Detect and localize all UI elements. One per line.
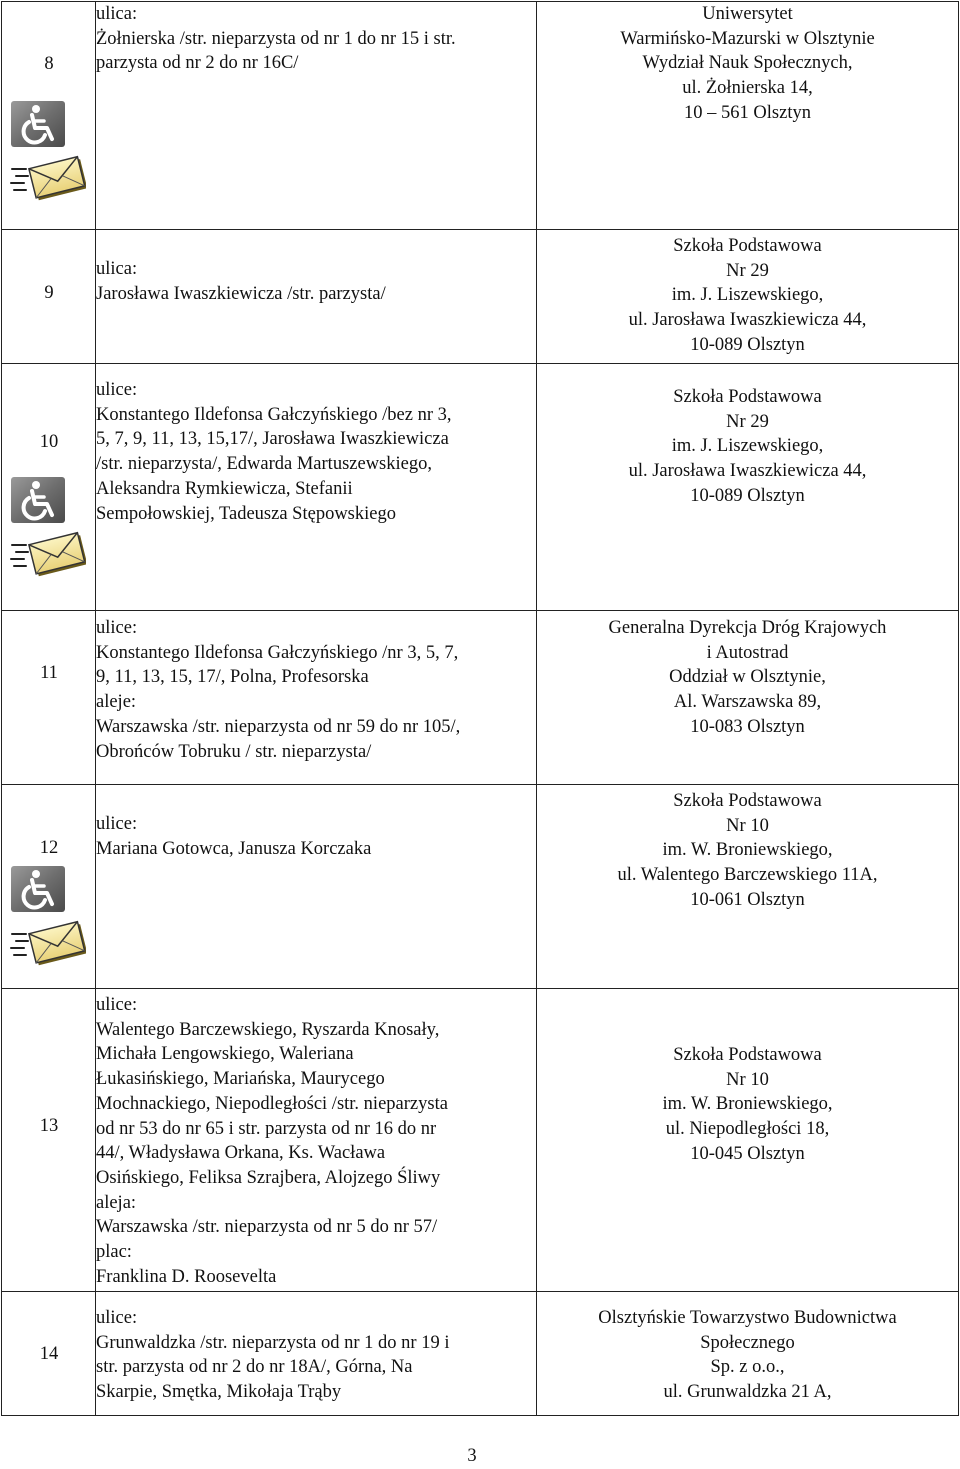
street-line: str. parzysta od nr 2 do nr 18A/, Górna, Na — [96, 1357, 413, 1378]
mail-envelope-icon — [10, 152, 86, 202]
station-line: 10-045 Olsztyn — [690, 1143, 805, 1164]
street-line: plac: — [96, 1242, 132, 1263]
table-row — [2, 989, 959, 1292]
mail-envelope-icon — [10, 528, 86, 578]
station-line: Szkoła Podstawowa — [673, 1045, 822, 1065]
table-row — [2, 364, 959, 611]
street-line: Żołnierska /str. nieparzysta od nr 1 do nr 15 i str. — [96, 28, 456, 49]
district-number-cell — [2, 1292, 96, 1416]
station-line: im. W. Broniewskiego, — [662, 1094, 833, 1115]
district-number-cell — [2, 364, 96, 611]
street-line: Osińskiego, Feliksa Szrajbera, Alojzego Śliwy — [96, 1167, 441, 1188]
streets-cell — [96, 611, 537, 785]
district-number: 9 — [44, 283, 54, 303]
station-line: Generalna Dyrekcja Dróg Krajowych — [608, 618, 887, 638]
street-line: ulice: — [96, 1308, 138, 1328]
districts-table — [1, 1, 959, 1416]
polling-station-cell — [537, 364, 959, 611]
district-number: 13 — [39, 1116, 59, 1136]
street-line: ulice: — [96, 814, 138, 834]
station-line: ul. Walentego Barczewskiego 11A, — [617, 865, 878, 886]
station-line: 10-089 Olsztyn — [690, 334, 805, 355]
street-line: Aleksandra Rymkiewicza, Stefanii — [96, 478, 353, 499]
table-row — [2, 2, 959, 230]
station-line: Szkoła Podstawowa — [673, 236, 822, 256]
street-line: Konstantego Ildefonsa Gałczyńskiego /nr 3, 5, 7, — [96, 642, 459, 663]
polling-station-cell — [537, 989, 959, 1292]
district-number-cell — [2, 2, 96, 230]
station-line: ul. Grunwaldzka 21 A, — [663, 1382, 832, 1403]
street-line: Warszawska /str. nieparzysta od nr 5 do nr 57/ — [96, 1217, 438, 1238]
street-line: Michała Lengowskiego, Waleriana — [96, 1044, 354, 1065]
street-line: Franklina D. Roosevelta — [96, 1266, 277, 1287]
station-line: Nr 29 — [726, 260, 769, 281]
street-line: 9, 11, 13, 15, 17/, Polna, Profesorska — [96, 667, 369, 688]
table-row — [2, 230, 959, 364]
station-line: Olsztyńskie Towarzystwo Budownictwa — [598, 1308, 897, 1328]
station-line: im. J. Liszewskiego, — [671, 285, 824, 306]
district-number: 8 — [44, 54, 54, 74]
district-number: 14 — [39, 1344, 59, 1364]
station-line: Szkoła Podstawowa — [673, 791, 822, 811]
street-line: Mochnackiego, Niepodległości /str. nieparzysta — [96, 1093, 448, 1114]
street-line: Mariana Gotowca, Janusza Korczaka — [96, 838, 372, 859]
station-line: Sp. z o.o., — [710, 1357, 785, 1378]
page-number: 3 — [467, 1446, 477, 1466]
polling-station-cell — [537, 230, 959, 364]
street-line: ulice: — [96, 618, 138, 638]
district-number: 12 — [39, 838, 59, 858]
station-line: im. W. Broniewskiego, — [662, 840, 833, 861]
station-line: ul. Jarosława Iwaszkiewicza 44, — [628, 310, 867, 331]
station-line: Nr 29 — [726, 411, 769, 432]
street-line: Warszawska /str. nieparzysta od nr 59 do nr 105/, — [96, 716, 461, 737]
district-number-cell — [2, 989, 96, 1292]
station-line: Warmińsko-Mazurski w Olsztynie — [620, 28, 875, 49]
mail-envelope-icon — [10, 917, 86, 967]
station-line: 10-083 Olsztyn — [690, 716, 805, 737]
polling-station-cell — [537, 611, 959, 785]
wheelchair-accessible-icon — [10, 100, 66, 148]
station-line: 10-089 Olsztyn — [690, 485, 805, 506]
streets-cell — [96, 364, 537, 611]
station-line: ul. Niepodległości 18, — [665, 1119, 830, 1140]
polling-station-cell — [537, 2, 959, 230]
street-line: ulica: — [96, 4, 138, 24]
station-line: Społecznego — [700, 1332, 795, 1353]
station-line: 10-061 Olsztyn — [690, 889, 805, 910]
street-line: ulica: — [96, 259, 138, 279]
wheelchair-accessible-icon — [10, 476, 66, 524]
street-line: Obrońców Tobruku / str. nieparzysta/ — [96, 741, 372, 762]
table-row — [2, 785, 959, 989]
street-line: aleje: — [96, 692, 137, 713]
street-line: 5, 7, 9, 11, 13, 15,17/, Jarosława Iwaszkiewicza — [96, 429, 449, 450]
street-line: Łukasińskiego, Mariańska, Maurycego — [96, 1069, 385, 1090]
station-line: Nr 10 — [726, 815, 769, 836]
street-line: parzysta od nr 2 do nr 16C/ — [96, 53, 299, 74]
station-line: im. J. Liszewskiego, — [671, 436, 824, 457]
street-line: ulice: — [96, 380, 138, 400]
streets-cell — [96, 230, 537, 364]
district-number-cell — [2, 230, 96, 364]
district-number-cell — [2, 785, 96, 989]
station-line: Wydział Nauk Społecznych, — [642, 53, 853, 74]
street-line: Konstantego Ildefonsa Gałczyńskiego /bez nr 3, — [96, 404, 452, 425]
street-line: /str. nieparzysta/, Edwarda Martuszewskiego, — [96, 454, 432, 475]
station-line: Uniwersytet — [702, 4, 793, 24]
street-line: Grunwaldzka /str. nieparzysta od nr 1 do nr 19 i — [96, 1332, 450, 1353]
station-line: 10 – 561 Olsztyn — [684, 102, 811, 123]
street-line: Jarosława Iwaszkiewicza /str. parzysta/ — [96, 283, 386, 304]
street-line: Skarpie, Smętka, Mikołaja Trąby — [96, 1382, 342, 1403]
district-number: 10 — [39, 432, 59, 452]
station-line: Oddział w Olsztynie, — [669, 667, 826, 688]
station-line: i Autostrad — [706, 642, 789, 663]
street-line: Sempołowskiej, Tadeusza Stępowskiego — [96, 503, 396, 524]
street-line: ulice: — [96, 995, 138, 1015]
table-row — [2, 611, 959, 785]
station-line: ul. Jarosława Iwaszkiewicza 44, — [628, 461, 867, 482]
station-line: Szkoła Podstawowa — [673, 387, 822, 407]
station-line: Nr 10 — [726, 1069, 769, 1090]
streets-cell — [96, 2, 537, 230]
street-line: od nr 53 do nr 65 i str. parzysta od nr 16 do nr — [96, 1118, 437, 1139]
streets-cell — [96, 1292, 537, 1416]
street-line: Walentego Barczewskiego, Ryszarda Knosały, — [96, 1019, 440, 1040]
streets-cell — [96, 989, 537, 1292]
polling-station-cell — [537, 785, 959, 989]
district-number-cell — [2, 611, 96, 785]
street-line: 44/, Władysława Orkana, Ks. Wacława — [96, 1143, 386, 1164]
street-line: aleja: — [96, 1192, 137, 1213]
district-number: 11 — [40, 663, 58, 683]
table-row — [2, 1292, 959, 1416]
station-line: Al. Warszawska 89, — [673, 692, 822, 713]
station-line: ul. Żołnierska 14, — [682, 78, 813, 99]
wheelchair-accessible-icon — [10, 865, 66, 913]
polling-station-cell — [537, 1292, 959, 1416]
streets-cell — [96, 785, 537, 989]
